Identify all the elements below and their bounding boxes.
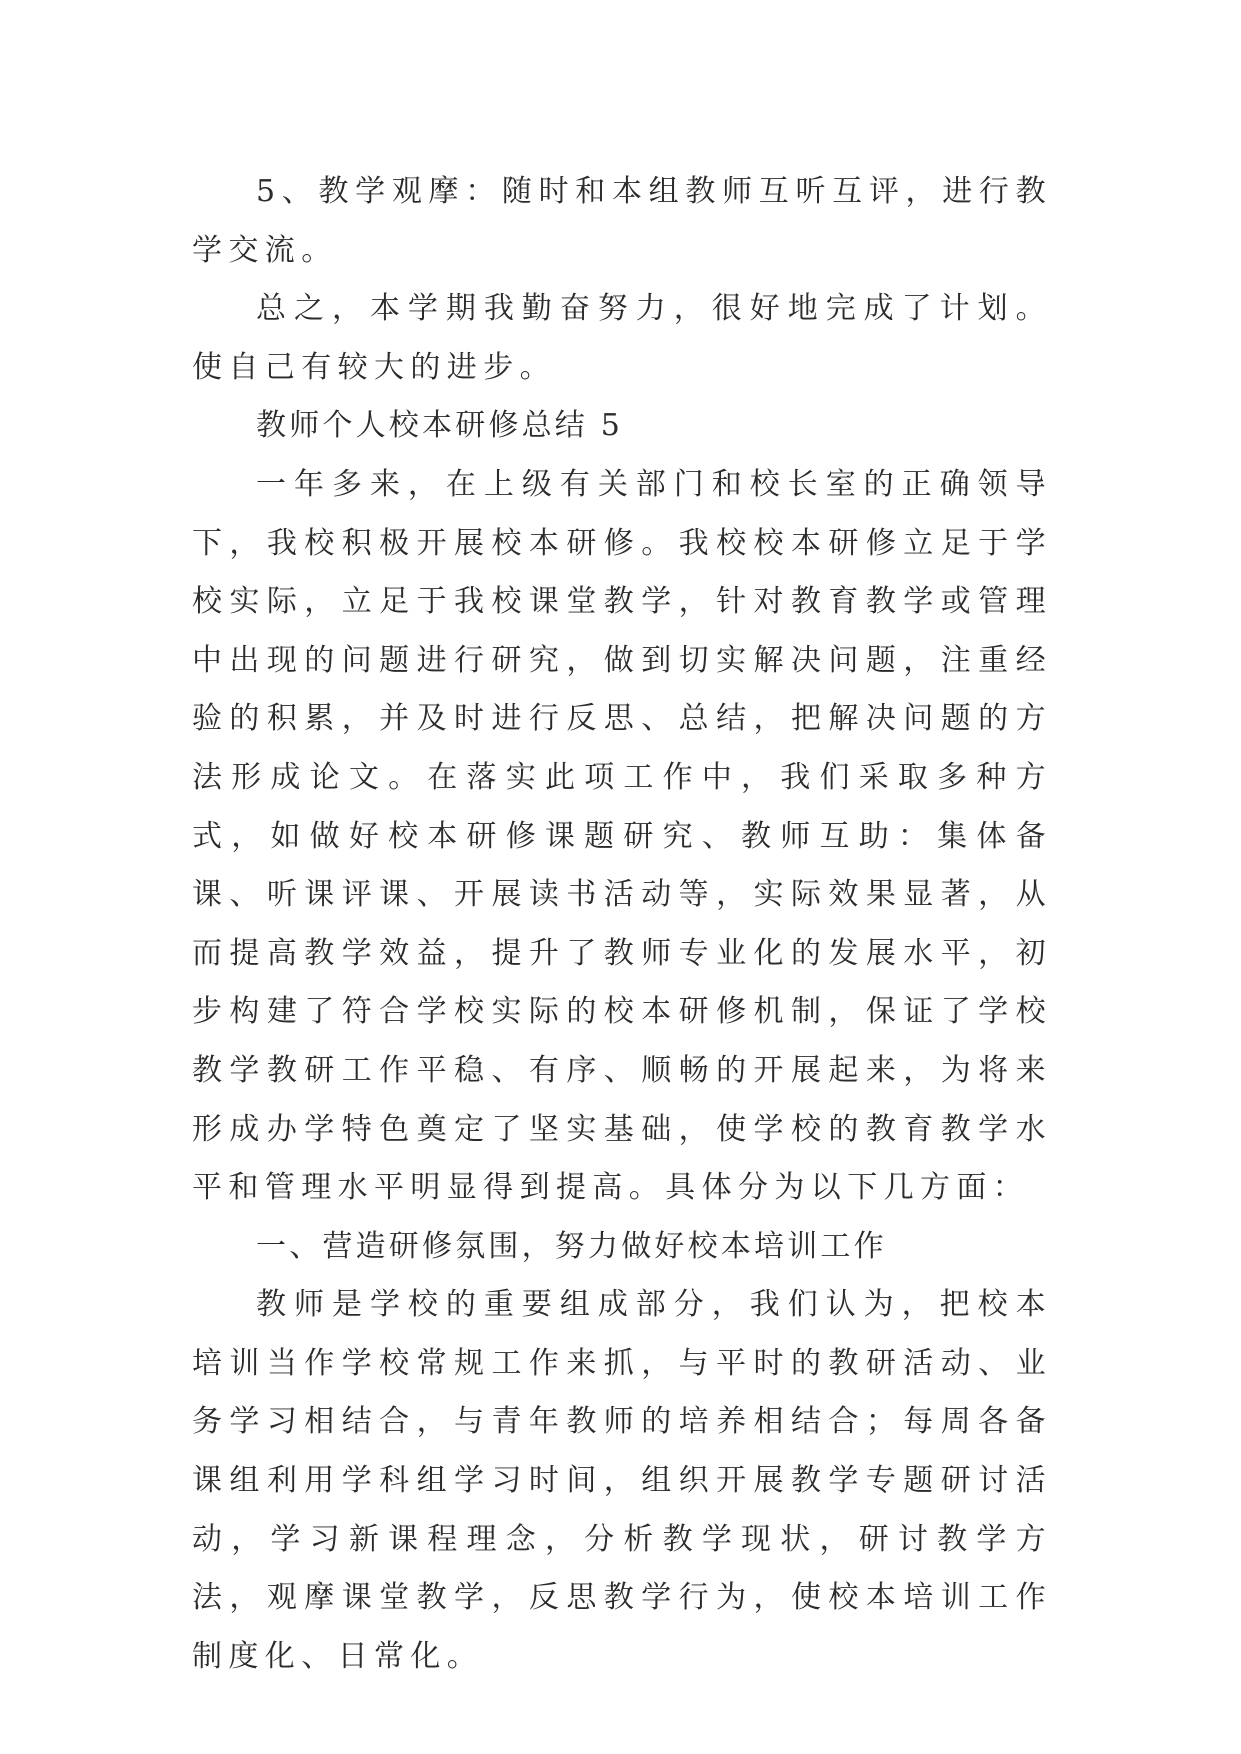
paragraph-overview: 一年多来，在上级有关部门和校长室的正确领导下，我校积极开展校本研修。我校校本研修立足于学校实际，立足于我校课堂教学，针对教育教学或管理中出现的问题进行研究，做到切实解决问题，注重经验的积累，并及时进行反思、总结，把解决问题的方法形成论文。在落实此项工作中，我们采取多种方式，如做好校本研修课题研究、教师互助：集体备课、听课评课、开展读书活动等，实际效果显著，从而提高教学效益，提升了教师专业化的发展水平，初步构建了符合学校实际的校本研修机制，保证了学校教学教研工作平稳、有序、顺畅的开展起来，为将来形成办学特色奠定了坚实基础，使学校的教育教学水平和管理水平明显得到提高。具体分为以下几方面： [192,466,1052,1206]
paragraph-semester-summary: 总之，本学期我勤奋努力，很好地完成了计划。使自己有较大的进步。 [192,291,1052,385]
document-body [192,163,1052,1686]
paragraph-teaching-observation: 5、教学观摩：随时和本组教师互听互评，进行教学交流。 [192,174,1052,268]
subsection-heading: 一、营造研修氛围，努力做好校本培训工作 [256,1228,887,1264]
paragraph-teacher-training: 教师是学校的重要组成部分，我们认为，把校本培训当作学校常规工作来抓，与平时的教研活动、业务学习相结合，与青年教师的培养相结合；每周各备课组利用学科组学习时间，组织开展教学专题研讨活动，学习新课程理念，分析教学现状，研讨教学方法，观摩课堂教学，反思教学行为，使校本培训工作制度化、日常化。 [192,1287,1052,1674]
section-title: 教师个人校本研修总结 5 [256,408,624,444]
